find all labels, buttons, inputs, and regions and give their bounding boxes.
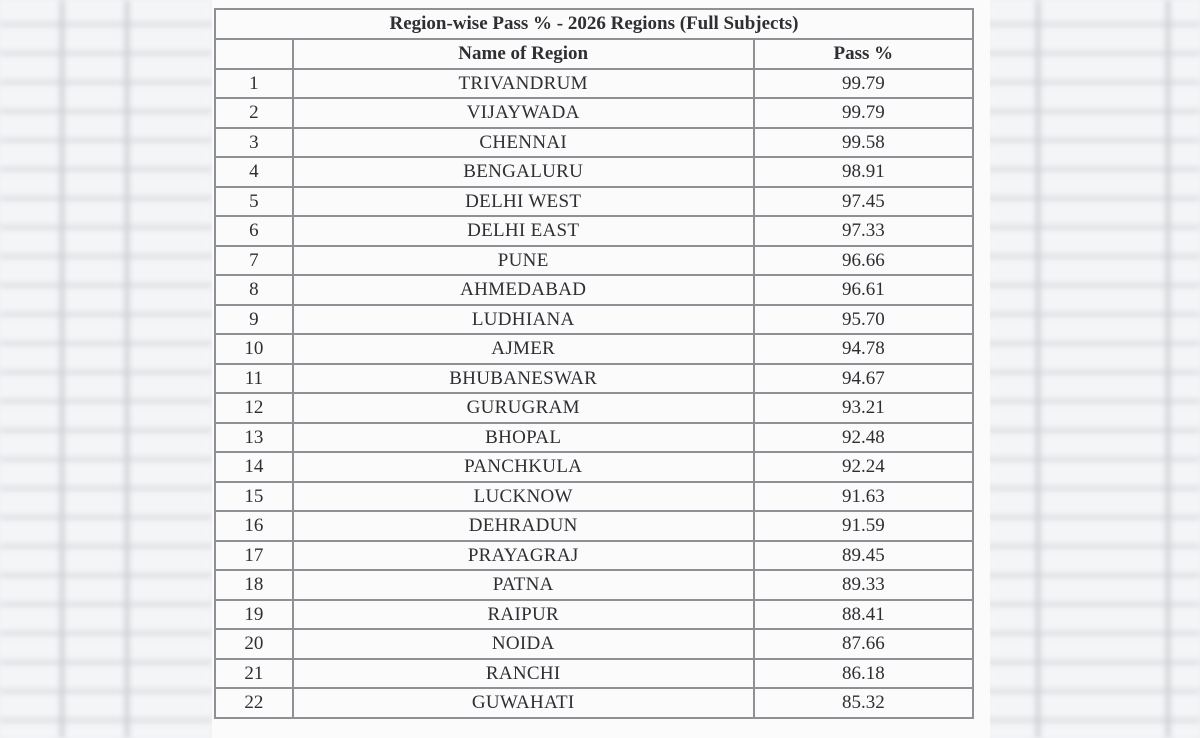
table-row — [215, 482, 973, 512]
pass-cell: 86.18 — [754, 659, 973, 689]
pass-cell: 99.79 — [754, 98, 973, 128]
background-document-left — [0, 0, 212, 738]
pass-cell: 88.41 — [754, 600, 973, 630]
region-cell: DELHI WEST — [293, 187, 754, 217]
pass-cell: 93.21 — [754, 393, 973, 423]
pass-cell: 92.48 — [754, 423, 973, 453]
region-cell: AHMEDABAD — [293, 275, 754, 305]
table-row — [215, 216, 973, 246]
serial-cell: 18 — [215, 570, 293, 600]
pass-cell: 97.45 — [754, 187, 973, 217]
region-cell: LUDHIANA — [293, 305, 754, 335]
table-row — [215, 423, 973, 453]
table-title-row — [215, 9, 973, 39]
table-row — [215, 128, 973, 158]
serial-cell: 6 — [215, 216, 293, 246]
background-divider — [125, 0, 129, 738]
table-row — [215, 541, 973, 571]
region-pass-table — [214, 8, 974, 719]
pass-cell: 95.70 — [754, 305, 973, 335]
pass-header: Pass % — [754, 39, 973, 69]
serial-cell: 4 — [215, 157, 293, 187]
region-cell: CHENNAI — [293, 128, 754, 158]
serial-cell: 8 — [215, 275, 293, 305]
serial-cell: 14 — [215, 452, 293, 482]
region-cell: PATNA — [293, 570, 754, 600]
region-cell: DEHRADUN — [293, 511, 754, 541]
region-cell: AJMER — [293, 334, 754, 364]
table-row — [215, 393, 973, 423]
region-header: Name of Region — [293, 39, 754, 69]
serial-cell: 17 — [215, 541, 293, 571]
pass-cell: 96.66 — [754, 246, 973, 276]
table-row — [215, 187, 973, 217]
region-cell: GURUGRAM — [293, 393, 754, 423]
serial-cell: 2 — [215, 98, 293, 128]
serial-cell: 1 — [215, 69, 293, 99]
serial-cell: 19 — [215, 600, 293, 630]
region-cell: PANCHKULA — [293, 452, 754, 482]
table-row — [215, 305, 973, 335]
serial-cell: 12 — [215, 393, 293, 423]
background-divider — [1166, 0, 1170, 738]
pass-cell: 94.78 — [754, 334, 973, 364]
table-row — [215, 452, 973, 482]
pass-cell: 98.91 — [754, 157, 973, 187]
pass-cell: 92.24 — [754, 452, 973, 482]
region-cell: DELHI EAST — [293, 216, 754, 246]
region-cell: NOIDA — [293, 629, 754, 659]
table-row — [215, 246, 973, 276]
table-title: Region-wise Pass % - 2026 Regions (Full Subjects) — [215, 9, 973, 39]
table-row — [215, 334, 973, 364]
serial-cell: 5 — [215, 187, 293, 217]
table-row — [215, 629, 973, 659]
pass-cell: 96.61 — [754, 275, 973, 305]
table-row — [215, 570, 973, 600]
background-divider — [60, 0, 64, 738]
table-row — [215, 98, 973, 128]
region-cell: PUNE — [293, 246, 754, 276]
pass-cell: 89.33 — [754, 570, 973, 600]
pass-cell: 97.33 — [754, 216, 973, 246]
serial-cell: 13 — [215, 423, 293, 453]
pass-cell: 99.58 — [754, 128, 973, 158]
pass-cell: 99.79 — [754, 69, 973, 99]
pass-cell: 85.32 — [754, 688, 973, 718]
region-cell: RANCHI — [293, 659, 754, 689]
region-cell: BENGALURU — [293, 157, 754, 187]
table-body — [215, 69, 973, 718]
table-row — [215, 364, 973, 394]
region-cell: TRIVANDRUM — [293, 69, 754, 99]
serial-header — [215, 39, 293, 69]
serial-cell: 20 — [215, 629, 293, 659]
pass-cell: 87.66 — [754, 629, 973, 659]
serial-cell: 10 — [215, 334, 293, 364]
table-row — [215, 157, 973, 187]
serial-cell: 15 — [215, 482, 293, 512]
pass-cell: 94.67 — [754, 364, 973, 394]
table-row — [215, 275, 973, 305]
serial-cell: 7 — [215, 246, 293, 276]
region-cell: GUWAHATI — [293, 688, 754, 718]
pass-cell: 91.63 — [754, 482, 973, 512]
region-cell: RAIPUR — [293, 600, 754, 630]
table-row — [215, 688, 973, 718]
background-divider — [1036, 0, 1040, 738]
region-cell: PRAYAGRAJ — [293, 541, 754, 571]
serial-cell: 21 — [215, 659, 293, 689]
region-cell: BHUBANESWAR — [293, 364, 754, 394]
table-row — [215, 69, 973, 99]
serial-cell: 9 — [215, 305, 293, 335]
serial-cell: 11 — [215, 364, 293, 394]
document-page — [212, 0, 990, 738]
pass-cell: 89.45 — [754, 541, 973, 571]
table-header-row — [215, 39, 973, 69]
pass-cell: 91.59 — [754, 511, 973, 541]
table-row — [215, 511, 973, 541]
table-row — [215, 600, 973, 630]
table-row — [215, 659, 973, 689]
region-cell: BHOPAL — [293, 423, 754, 453]
region-cell: LUCKNOW — [293, 482, 754, 512]
serial-cell: 22 — [215, 688, 293, 718]
region-cell: VIJAYWADA — [293, 98, 754, 128]
serial-cell: 3 — [215, 128, 293, 158]
serial-cell: 16 — [215, 511, 293, 541]
